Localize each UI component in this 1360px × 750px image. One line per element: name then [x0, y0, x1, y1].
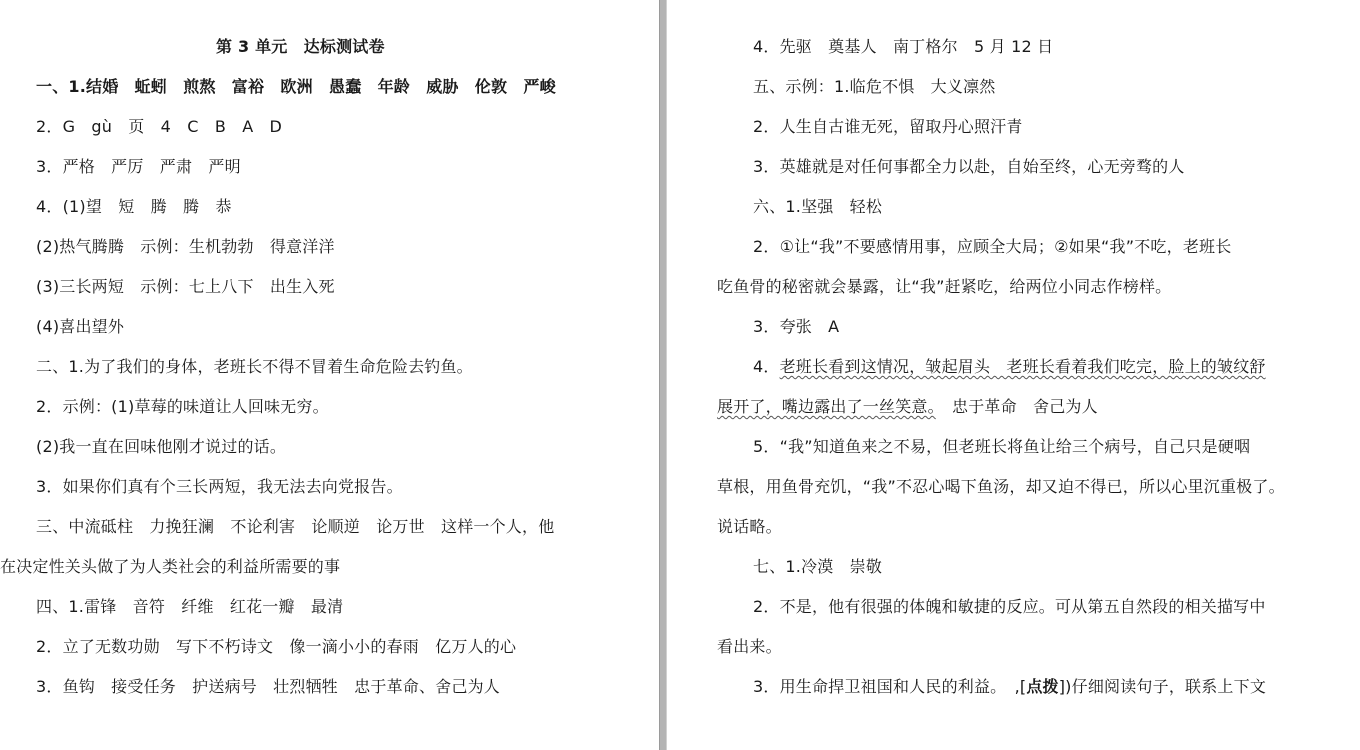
- answer-line: 六、1.坚强 轻松: [753, 197, 883, 216]
- answer-line: 4．先驱 奠基人 南丁格尔 5 月 12 日: [753, 37, 1054, 56]
- answer-line: 3．鱼钩 接受任务 护送病号 壮烈牺牲 忠于革命、舍己为人: [36, 677, 500, 696]
- q3-bracket-open: ,[: [1014, 677, 1027, 696]
- answer-line: 2．G gù 页 4 C B A D: [36, 117, 283, 136]
- answer-line: 3．如果你们真有个三长两短，我无法去向党报告。: [36, 477, 403, 496]
- answer-line: (2)我一直在回味他刚才说过的话。: [36, 437, 287, 456]
- q4-underlined-text-cont: 展开了，嘴边露出了一丝笑意。: [717, 397, 936, 416]
- answer-line: 看出来。: [717, 637, 782, 656]
- left-page: [0, 0, 659, 750]
- answer-line: 草根，用鱼骨充饥，“我”不忍心喝下鱼汤，却又迫不得已，所以心里沉重极了。: [717, 477, 1285, 496]
- answer-line: (4)喜出望外: [36, 317, 125, 336]
- answer-line: 三、中流砥柱 力挽狂澜 不论利害 论顺逆 论万世 这样一个人，他: [36, 517, 555, 536]
- answer-line: 2．人生自古谁无死，留取丹心照汗青: [753, 117, 1023, 136]
- answer-line: 3．英雄就是对任何事都全力以赴，自始至终，心无旁骛的人: [753, 157, 1185, 176]
- answer-line-q4: [753, 357, 1266, 377]
- answer-line: 五、示例：1.临危不惧 大义凛然: [753, 77, 996, 96]
- answer-line: (3)三长两短 示例：七上八下 出生入死: [36, 277, 335, 296]
- answer-line: 七、1.冷漠 崇敬: [753, 557, 883, 576]
- answer-line: 在决定性关头做了为人类社会的利益所需要的事: [0, 557, 341, 576]
- right-page: [667, 0, 1360, 750]
- answer-line-q4-cont: [717, 397, 1098, 417]
- answer-line: 3．夸张 A: [753, 317, 840, 336]
- answer-line-q3: [753, 677, 1266, 697]
- hint-label: 点拨: [1026, 677, 1059, 696]
- answer-line: 2．不是，他有很强的体魄和敏捷的反应。可从第五自然段的相关描写中: [753, 597, 1266, 616]
- page-title: 第 3 单元 达标测试卷: [216, 37, 385, 56]
- answer-line: 2．立了无数功勋 写下不朽诗文 像一滴小小的春雨 亿万人的心: [36, 637, 517, 656]
- q4-suffix: 忠于革命 舍己为人: [935, 397, 1098, 416]
- answer-line: 5．“我”知道鱼来之不易，但老班长将鱼让给三个病号，自己只是硬咽: [753, 437, 1251, 456]
- answer-line: 2．①让“我”不要感情用事，应顾全大局；②如果“我”不吃，老班长: [753, 237, 1232, 256]
- answer-line: 吃鱼骨的秘密就会暴露，让“我”赶紧吃，给两位小同志作榜样。: [717, 277, 1172, 296]
- answer-line: 说话略。: [717, 517, 782, 536]
- answer-line: 二、1.为了我们的身体，老班长不得不冒着生命危险去钓鱼。: [36, 357, 473, 376]
- answer-line: 3．严格 严厉 严肃 严明: [36, 157, 241, 176]
- page-divider: [659, 0, 667, 750]
- answer-line: 一、1.结婚 蚯蚓 煎熬 富裕 欧洲 愚蠢 年龄 威胁 伦敦 严峻: [36, 77, 556, 96]
- q4-underlined-text: 老班长看到这情况，皱起眉头 老班长看着我们吃完，脸上的皱纹舒: [779, 357, 1266, 376]
- q4-number: 4．: [753, 357, 780, 376]
- q3-text: 3．用生命捍卫祖国和人民的利益。: [753, 677, 1015, 696]
- answer-line: (2)热气腾腾 示例：生机勃勃 得意洋洋: [36, 237, 335, 256]
- answer-line: 4．(1)望 短 腾 腾 恭: [36, 197, 232, 216]
- answer-line: 四、1.雷锋 音符 纤维 红花一瓣 最清: [36, 597, 344, 616]
- answer-line: 2．示例：(1)草莓的味道让人回味无穷。: [36, 397, 329, 416]
- q3-hint-text: ])仔细阅读句子，联系上下文: [1058, 677, 1267, 696]
